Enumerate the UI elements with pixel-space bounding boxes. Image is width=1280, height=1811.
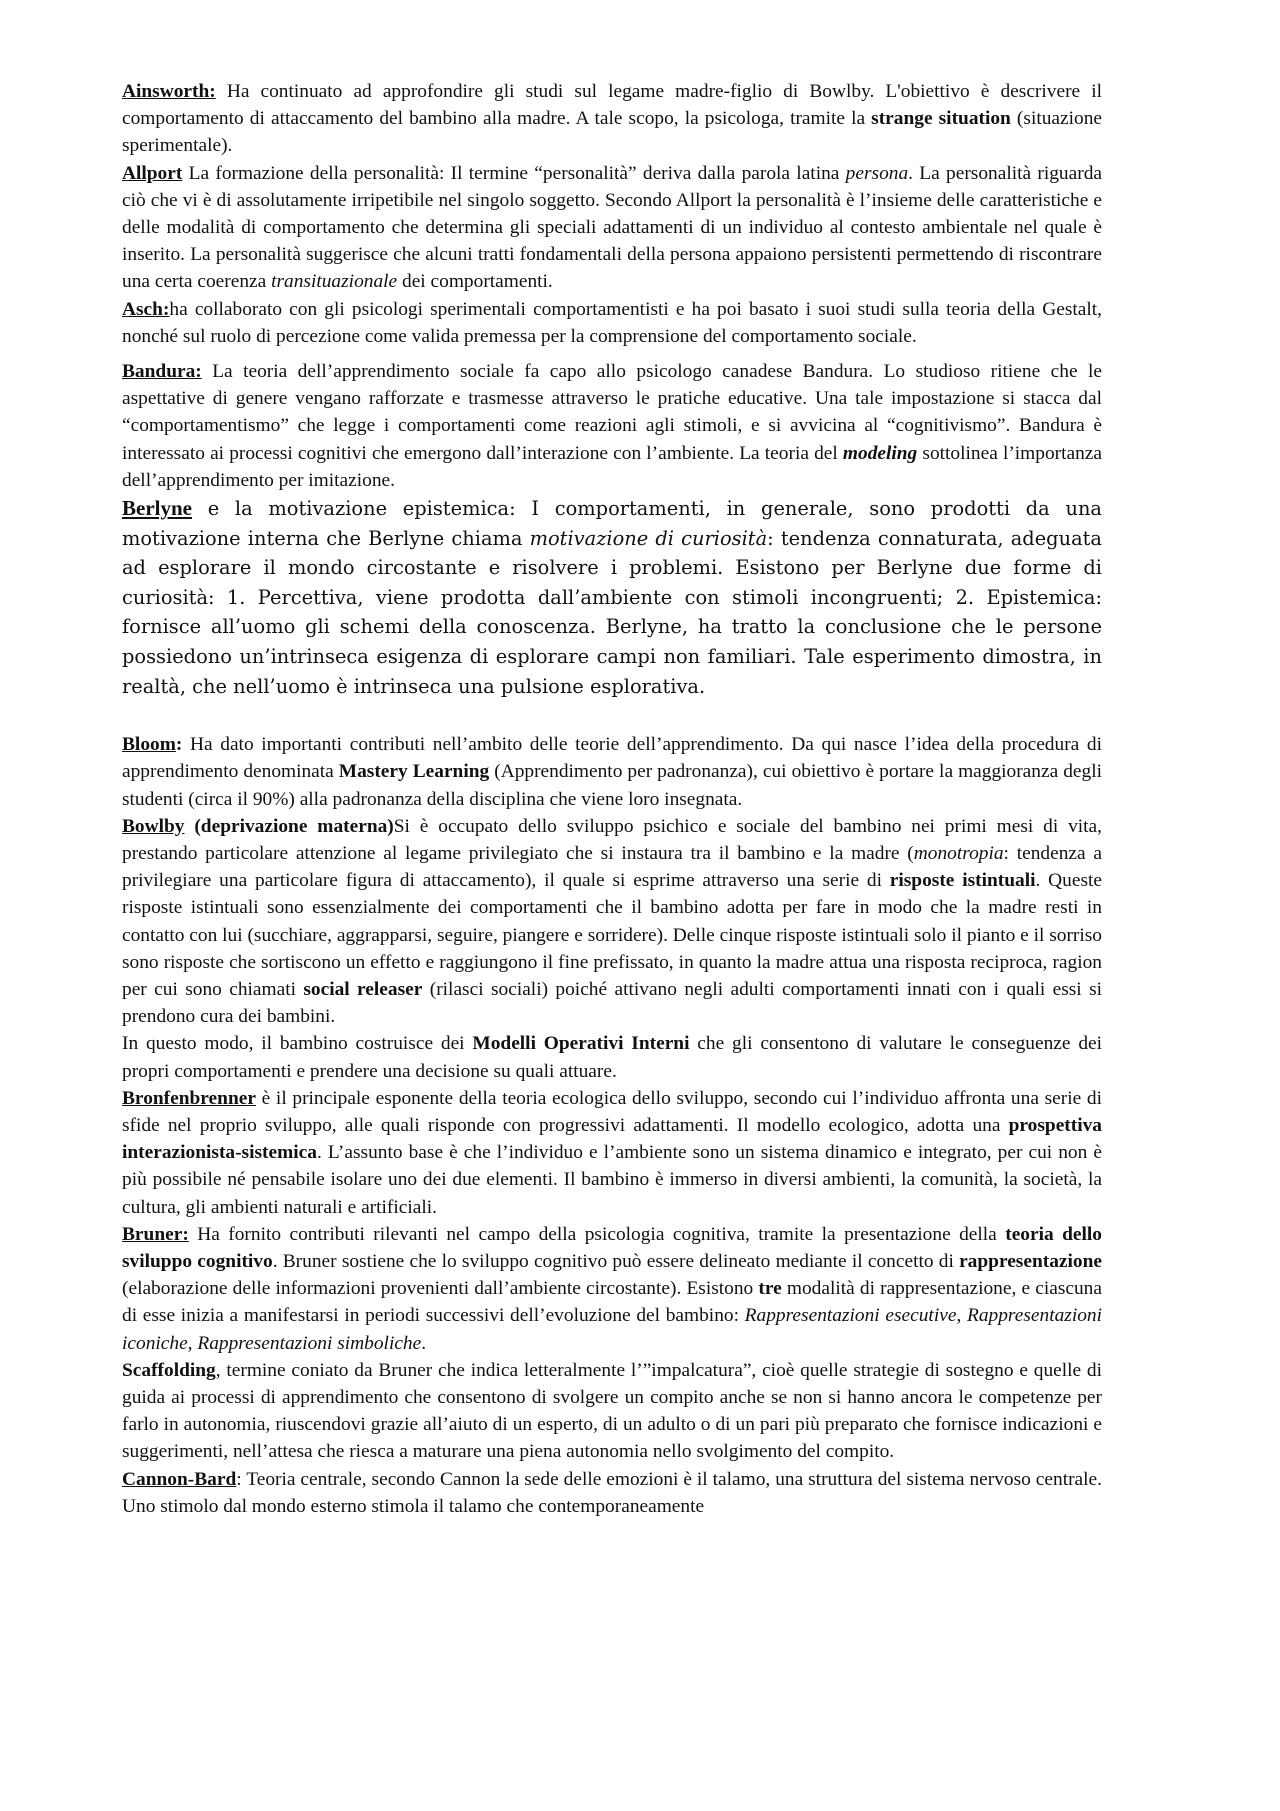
text: (situazione sperimentale). xyxy=(122,108,1103,157)
bold-term: Mastery Learning xyxy=(338,761,490,783)
text: Ha fornito contributi rilevanti nel campo della psicologia cognitiva, tramite la presentazione della xyxy=(188,1223,1006,1245)
paragraph-bloom xyxy=(122,731,1102,813)
text: : tendenza a privilegiare una particolare figura di attaccamento), il quale si esprime attraverso una serie di xyxy=(122,843,1102,892)
author-name: Bruner: xyxy=(122,1223,189,1245)
text: In questo modo, il bambino costruisce dei xyxy=(122,1033,473,1055)
author-name: Bandura: xyxy=(122,361,202,383)
text: , termine coniato da Bruner che indica letteralmente l’”impalcatura”, cioè quelle strategie di sostegno e quelle di guida ai processi di apprendimento che consentono di svolgere un compito anche se non si hanno ancora le competenze per farlo in autonomia, riuscendovi grazie all’aiuto di un esperto, di un adulto o di un pari più preparato che fornisce indicazioni e suggerimenti, nell’attesa che riesca a maturare una piena autonomia nello svolgimento del compito. xyxy=(122,1359,1102,1463)
text: . L’assunto base è che l’individuo e l’ambiente sono un sistema dinamico e integrato, per cui non è più possibile né pensabile isolare uno dei due elementi. Il bambino è immerso in diversi ambienti, la comunità, la società, la cultura, gli ambienti naturali e artificiali. xyxy=(122,1142,1102,1218)
paragraph-scaffolding xyxy=(122,1357,1102,1466)
bold-colon: : xyxy=(175,734,183,756)
bold-term: strange situation xyxy=(871,108,1011,130)
text: che gli consentono di valutare le conseguenze dei propri comportamenti e prendere una decisione su quali attuare. xyxy=(122,1033,1103,1082)
paragraph-modelli-operativi xyxy=(122,1030,1102,1084)
author-name: Bowlby xyxy=(122,815,185,837)
text: (Apprendimento per padronanza), cui obiettivo è portare la maggioranza degli studenti (circa il 90%) alla padronanza della disciplina che viene loro insegnata. xyxy=(122,761,1102,810)
text: (rilasci sociali) poiché attivano negli adulti comportamenti innati con i quali essi si prendono cura dei bambini. xyxy=(122,979,1102,1028)
italic-term: persona xyxy=(845,162,909,184)
author-name: Bloom xyxy=(122,734,176,756)
text: . xyxy=(421,1332,427,1354)
paragraph-asch xyxy=(122,296,1102,350)
text: La teoria dell’apprendimento sociale fa capo allo psicologo canadese Bandura. Lo studioso ritiene che le aspettative di genere vengano rafforzate e trasmesse attraverso le pratiche educative. Una tale impostazione si stacca dal “comportamentismo” che legge i comportamenti come reazioni agli stimoli, e si avvicina al “cognitivismo”. Bandura è interessato ai processi cognitivi che emergono dall’interazione con l’ambiente. La teoria del xyxy=(122,361,1102,464)
bold-term: prospettiva interazionista-sistemica xyxy=(122,1115,1102,1164)
text: Ha dato importanti contributi nell’ambito delle teorie dell’apprendimento. Da qui nasce l’idea della procedura di apprendimento denominata xyxy=(122,734,1102,783)
paragraph-bowlby xyxy=(122,813,1102,1031)
paragraph-bronfenbrenner xyxy=(122,1085,1102,1221)
author-name: Cannon-Bard xyxy=(122,1468,237,1490)
italic-term: Rappresentazioni iconiche, Rappresentazioni simboliche xyxy=(122,1305,1102,1354)
text: La formazione della personalità: Il termine “personalità” deriva dalla parola latina xyxy=(182,162,846,184)
italic-term: transituazionale xyxy=(271,271,398,293)
text: : tendenza connaturata, adeguata ad esplorare il mondo circostante e risolvere i problemi. Esistono per Berlyne due forme di curiosità: 1. Percettiva, viene prodotta dall’ambiente con stimoli incongruenti; 2. Epistemica: fornisce all’uomo gli schemi della conoscenza. Berlyne, ha tratto la conclusione che le persone possiedono un’intrinseca esigenza di esplorare campi non familiari. Tale esperimento dimostra, in realtà, che nell’uomo è intrinseca una pulsione esplorativa. xyxy=(122,526,1102,698)
paragraph-allport xyxy=(122,160,1102,296)
paragraph-cannon-bard xyxy=(122,1466,1102,1520)
bold-term: rappresentazione xyxy=(959,1251,1102,1273)
bold-italic-term: modeling xyxy=(842,442,918,464)
text: . Queste risposte istintuali sono essenzialmente dei comportamenti che il bambino adotta per fare in modo che la madre resti in contatto con lui (succhiare, aggrapparsi, seguire, piangere e sorridere). Delle cinque risposte istintuali solo il pianto e il sorriso sono risposte che sortiscono un effetto e raggiungono il fine prefissato, in quanto la madre attua una risposta reciproca, ragion per cui sono chiamati xyxy=(122,870,1103,1001)
text: . Bruner sostiene che lo sviluppo cognitivo può essere delineato mediante il concetto di xyxy=(272,1251,960,1273)
bold-term: tre xyxy=(758,1278,782,1300)
text: dei comportamenti. xyxy=(397,271,553,293)
italic-term: monotropia xyxy=(913,843,1004,865)
paragraph-bruner xyxy=(122,1221,1102,1357)
text: (elaborazione delle informazioni provenienti dall’ambiente circostante). Esistono xyxy=(122,1278,759,1300)
paragraph-bandura xyxy=(122,358,1102,494)
author-name: Asch: xyxy=(122,298,170,320)
bold-term: social releaser xyxy=(303,979,423,1001)
bold-term: teoria dello sviluppo cognitivo xyxy=(122,1223,1102,1273)
text: ha collaborato con gli psicologi sperimentali comportamentisti e ha poi basato i suoi studi sulla teoria della Gestalt, nonché sul ruolo di percezione come valida premessa per la comprensione del comportamento sociale. xyxy=(122,298,1102,347)
text: Ha continuato ad approfondire gli studi sul legame madre-figlio di Bowlby. L'obiettivo è descrivere il comportamento di attaccamento del bambino alla madre. A tale scopo, la psicologa, tramite la xyxy=(122,81,1102,130)
text: sottolinea l’importanza dell’apprendimento per imitazione. xyxy=(122,442,1103,491)
text: : Teoria centrale, secondo Cannon la sede delle emozioni è il talamo, una struttura del sistema nervoso centrale. Uno stimolo dal mondo esterno stimola il talamo che contemporaneamente xyxy=(122,1468,1102,1517)
text: modalità di rappresentazione, e ciascuna di esse inizia a manifestarsi in periodi successivi dell’evoluzione del bambino: xyxy=(122,1278,1102,1327)
author-name: Allport xyxy=(122,162,183,184)
paragraph-berlyne xyxy=(122,494,1102,701)
text: . La personalità riguarda ciò che vi è di assolutamente irripetibile nel singolo soggetto. Secondo Allport la personalità è l’insieme delle caratteristiche e delle modalità di comportamento che determina gli speciali adattamenti di un individuo al contesto ambientale nel quale è inserito. La personalità suggerisce che alcuni tratti fondamentali della persona appaiono persistenti permettendo di riscontrare una certa coerenza xyxy=(122,162,1102,293)
italic-term: Rappresentazioni esecutive xyxy=(744,1305,957,1327)
document-page xyxy=(122,78,1102,1520)
bold-term: Modelli Operativi Interni xyxy=(472,1033,690,1055)
text: Si è occupato dello sviluppo psichico e sociale del bambino nei primi mesi di vita, prestando particolare attenzione al legame privilegiato che si instaura tra il bambino e la madre ( xyxy=(122,815,1103,865)
text: , xyxy=(956,1305,967,1327)
bold-term: Scaffolding xyxy=(122,1359,216,1381)
paragraph-ainsworth xyxy=(122,78,1102,160)
author-name: Bronfenbrenner xyxy=(122,1087,256,1109)
text: è il principale esponente della teoria ecologica dello sviluppo, secondo cui l’individuo affronta una serie di sfide nel proprio sviluppo, alle quali risponde con progressivi adattamenti. Il modello ecologico, adotta una xyxy=(122,1087,1102,1137)
author-name: Berlyne xyxy=(122,496,192,521)
author-name: Ainsworth: xyxy=(122,81,216,102)
text: e la motivazione epistemica: I comportamenti, in generale, sono prodotti da una motivazione interna che Berlyne chiama xyxy=(122,497,1102,550)
italic-term: motivazione di curiosità xyxy=(529,526,768,550)
bold-term: (deprivazione materna) xyxy=(184,815,394,837)
bold-term: risposte istintuali xyxy=(889,870,1036,892)
